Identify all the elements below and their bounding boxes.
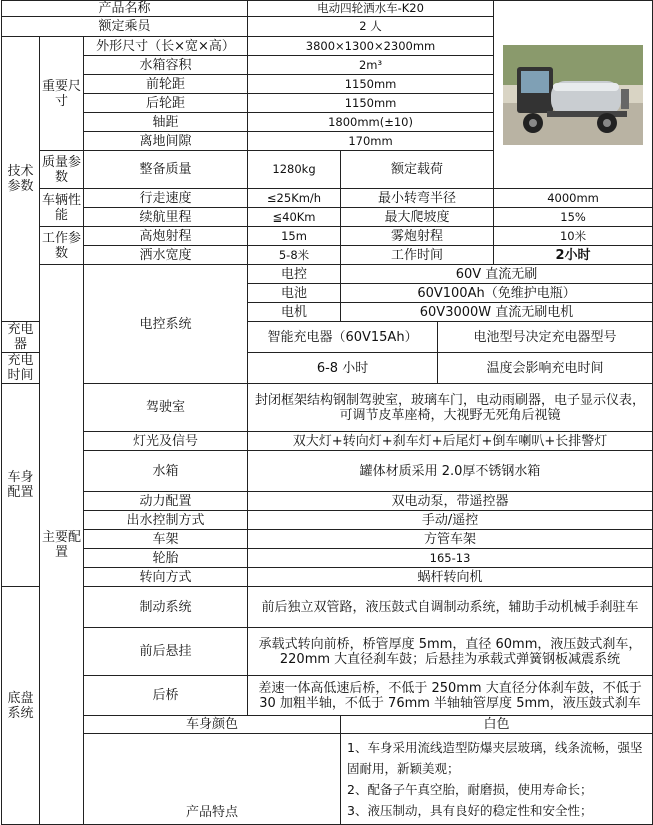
dim-value: 1150mm (248, 94, 494, 113)
curb-weight-label: 整备质量 (84, 151, 248, 189)
power-label: 动力配置 (84, 492, 248, 511)
dim-label: 水箱容积 (84, 56, 248, 75)
row-color (2, 716, 653, 734)
row-brake (2, 587, 653, 628)
row-lights (2, 432, 653, 451)
tire-label: 轮胎 (84, 549, 248, 568)
features-list (341, 734, 653, 825)
power-value: 双电动泵，带遥控器 (248, 492, 653, 511)
chassis-title: 底盘系统 (2, 587, 40, 825)
charger-value: 智能充电器（60V15Ah） (248, 322, 438, 353)
charge-time-note: 温度会影响充电时间 (438, 353, 653, 384)
battery-label: 电池 (248, 284, 341, 303)
row-product-name (2, 1, 653, 17)
charge-time-label: 充电时间 (2, 353, 40, 384)
lights-label: 灯光及信号 (84, 432, 248, 451)
work-label: 高炮射程 (84, 227, 248, 246)
row-frame (2, 530, 653, 549)
frame-label: 车架 (84, 530, 248, 549)
rear-axle-label: 后桥 (84, 676, 248, 716)
control-value: 60V 直流无刷 (341, 265, 653, 284)
body-color-label: 车身颜色 (84, 716, 341, 734)
dim-label: 前轮距 (84, 75, 248, 94)
work-value: 5-8米 (248, 246, 341, 265)
row-tire (2, 549, 653, 568)
steer-value: 蜗杆转向机 (248, 568, 653, 587)
steer-label: 转向方式 (84, 568, 248, 587)
electric-title: 电控系统 (84, 265, 248, 384)
suspension-label: 前后悬挂 (84, 628, 248, 676)
cab-value: 封闭框架结构钢制驾驶室，玻璃车门，电动雨刷器，电子显示仪表，可调节皮革座椅，大视野无死角后视镜 (248, 384, 653, 432)
cab-label: 驾驶室 (84, 384, 248, 432)
charge-time-value: 6-8 小时 (248, 353, 438, 384)
perf-label: 续航里程 (84, 208, 248, 227)
work-value: 10米 (494, 227, 653, 246)
work-label: 洒水宽度 (84, 246, 248, 265)
rear-axle-value: 差速一体高低速后桥，不低于 250mm 大直径分体刹车鼓，不低于 30 加粗半轴，不低于 76mm 半轴轴管厚度 5mm，液压鼓式刹车 (248, 676, 653, 716)
brake-value: 前后独立双管路，液压鼓式自调制动系统，辅助手动机械手刹驻车 (248, 587, 653, 628)
dim-label: 后轮距 (84, 94, 248, 113)
seats-label: 额定乘员 (2, 17, 248, 37)
dim-label: 外形尺寸（长×宽×高） (84, 37, 248, 56)
brake-label: 制动系统 (84, 587, 248, 628)
outlet-value: 手动/遥控 (248, 511, 653, 530)
row-perf-0 (2, 189, 653, 208)
row-suspension (2, 628, 653, 676)
spec-table (1, 0, 653, 825)
work-label: 雾炮射程 (341, 227, 494, 246)
curb-weight-value: 1280kg (248, 151, 341, 189)
row-work-0 (2, 227, 653, 246)
perf-label: 行走速度 (84, 189, 248, 208)
feature-item: 2、配备子午真空胎，耐磨损，使用寿命长； (347, 782, 593, 797)
row-features (2, 734, 653, 825)
perf-label: 最小转弯半径 (341, 189, 494, 208)
row-control (2, 265, 653, 284)
work-value: 2小时 (494, 246, 653, 265)
rated-load-label: 额定载荷 (341, 151, 494, 189)
frame-value: 方管车架 (248, 530, 653, 549)
row-perf-1 (2, 208, 653, 227)
dim-value: 1150mm (248, 75, 494, 94)
control-label: 电控 (248, 265, 341, 284)
outlet-label: 出水控制方式 (84, 511, 248, 530)
motor-label: 电机 (248, 303, 341, 322)
charger-note: 电池型号决定充电器型号 (438, 322, 653, 353)
motor-value: 60V3000W 直流无刷电机 (341, 303, 653, 322)
row-steer (2, 568, 653, 587)
work-params-title: 工作参数 (40, 227, 84, 265)
row-work-1 (2, 246, 653, 265)
features-label: 产品特点 (84, 734, 341, 825)
battery-value: 60V100Ah（免维护电瓶） (341, 284, 653, 303)
sprinkler-truck-photo (503, 45, 643, 145)
feature-item: 3、液压制动，具有良好的稳定性和安全性； (347, 803, 593, 818)
lights-value: 双大灯+转向灯+刹车灯+后尾灯+倒车喇叭+长排警灯 (248, 432, 653, 451)
product-name-label: 产品名称 (2, 1, 248, 17)
row-cab (2, 384, 653, 432)
product-photo-cell (494, 1, 653, 189)
work-label: 工作时间 (341, 246, 494, 265)
perf-value: 15% (494, 208, 653, 227)
tire-value: 165-13 (248, 549, 653, 568)
tank-label: 水箱 (84, 451, 248, 492)
main-config-title: 主要配置 (40, 265, 84, 825)
product-name-value: 电动四轮洒水车-K20 (248, 1, 494, 17)
row-outlet (2, 511, 653, 530)
charger-label: 充电器 (2, 322, 40, 353)
perf-value: ≤25Km/h (248, 189, 341, 208)
dim-label: 轴距 (84, 113, 248, 132)
perf-label: 最大爬坡度 (341, 208, 494, 227)
row-power (2, 492, 653, 511)
dim-value: 2m³ (248, 56, 494, 75)
tank-value: 罐体材质采用 2.0厚不锈钢水箱 (248, 451, 653, 492)
body-color-value: 白色 (341, 716, 653, 734)
feature-item: 1、车身采用流线造型防爆夹层玻璃，线条流畅，强坚固耐用，新颖美观； (347, 740, 643, 776)
suspension-value: 承载式转向前桥，桥管厚度 5mm，直径 60mm，液压鼓式刹车，220mm 大直径刹车鼓；后悬挂为承载式弹簧钢板减震系统 (248, 628, 653, 676)
performance-title: 车辆性能 (40, 189, 84, 227)
dimensions-title: 重要尺寸 (40, 37, 84, 151)
dim-label: 离地间隙 (84, 132, 248, 151)
perf-value: 4000mm (494, 189, 653, 208)
dim-value: 170mm (248, 132, 494, 151)
seats-value: 2 人 (248, 17, 494, 37)
mass-title: 质量参数 (40, 151, 84, 189)
body-config-title: 车身配置 (2, 384, 40, 587)
dim-value: 1800mm(±10) (248, 113, 494, 132)
technical-params-title: 技术参数 (2, 37, 40, 322)
dim-value: 3800×1300×2300mm (248, 37, 494, 56)
perf-value: ≦40Km (248, 208, 341, 227)
work-value: 15m (248, 227, 341, 246)
row-tank (2, 451, 653, 492)
row-axle (2, 676, 653, 716)
